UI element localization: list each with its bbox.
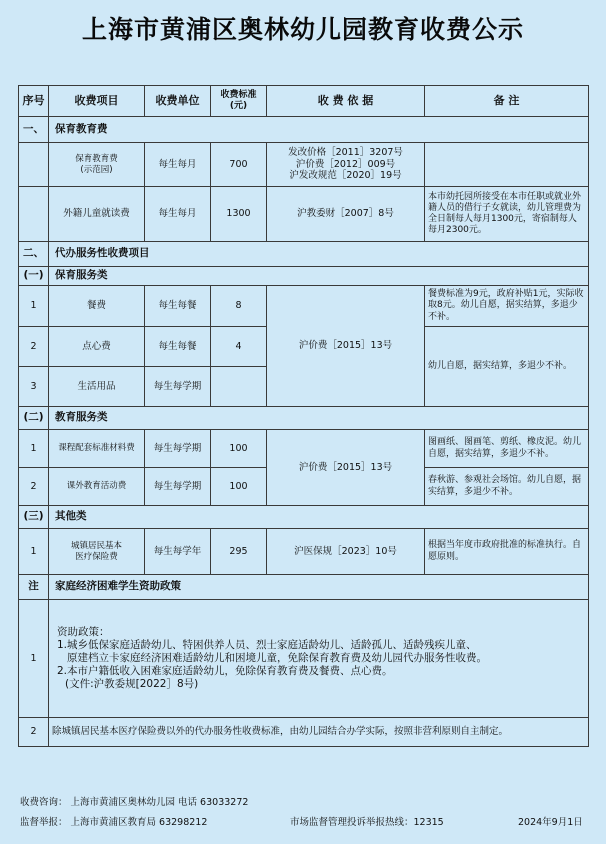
policy-text	[49, 600, 589, 718]
fee-basis: 沪价费［2015］13号	[267, 430, 425, 506]
table-row	[19, 187, 589, 242]
row-number: 2	[19, 327, 49, 367]
policy-line: 2.本市户籍低收入困难家庭适龄幼儿，免除保育教育费及餐费、点心费。	[57, 665, 393, 678]
footer-hotline: 市场监督管理投诉举报热线：12315	[290, 817, 444, 828]
section-row	[19, 242, 589, 267]
fee-unit: 每生每学期	[145, 430, 211, 468]
fee-unit: 每生每餐	[145, 327, 211, 367]
row-number: 1	[19, 529, 49, 575]
fee-remark: 本市幼托园所接受在本市任职或就业外籍人员的借行子女就读，幼儿管理费为全日制每人每月1300元，寄宿制每人每月2300元。	[425, 187, 589, 242]
fee-item: 餐费	[49, 286, 145, 327]
fee-unit: 每生每月	[145, 187, 211, 242]
header-standard: 收费标准(元)	[211, 86, 267, 117]
subsection-label: 教育服务类	[49, 407, 589, 430]
section-label: 家庭经济困难学生资助政策	[49, 575, 589, 600]
fee-remark	[425, 143, 589, 187]
fee-item-line1: 保育教育费	[75, 153, 118, 164]
table-header-row	[19, 86, 589, 117]
header-unit: 收费单位	[145, 86, 211, 117]
row-number: 3	[19, 367, 49, 407]
fee-standard: 100	[211, 430, 267, 468]
subsection-row	[19, 407, 589, 430]
section-number: 二、	[19, 242, 49, 267]
fee-item: 课外教育活动费	[49, 468, 145, 506]
fee-standard: 700	[211, 143, 267, 187]
row-number: 1	[19, 286, 49, 327]
fee-remark: 餐费标准为9元，政府补贴1元，实际收取8元。幼儿自愿，据实结算，多退少不补。	[425, 286, 589, 327]
header-basis: 收 费 依 据	[267, 86, 425, 117]
fee-unit: 每生每餐	[145, 286, 211, 327]
fee-basis-line1: 发改价格［2011］3207号	[288, 146, 403, 158]
subsection-label: 其他类	[49, 506, 589, 529]
section-row	[19, 117, 589, 143]
fee-basis: 沪价费［2015］13号	[267, 286, 425, 407]
fee-unit: 每生每月	[145, 143, 211, 187]
fee-basis: 沪教委财［2007］8号	[267, 187, 425, 242]
section-row	[19, 575, 589, 600]
fee-item: 课程配套标准材料费	[49, 430, 145, 468]
policy-text: 除城镇居民基本医疗保险费以外的代办服务性收费标准，由幼儿园结合办学实际，按照非营利原则自主制定。	[49, 718, 589, 747]
row-number: 2	[19, 468, 49, 506]
fee-item	[49, 143, 145, 187]
table-row	[19, 718, 589, 747]
page-title: 上海市黄浦区奥林幼儿园教育收费公示	[81, 15, 524, 44]
subsection-row	[19, 267, 589, 286]
footer-supervise: 监督举报： 上海市黄浦区教育局 63298212	[20, 817, 208, 828]
fee-item: 点心费	[49, 327, 145, 367]
fee-basis-line3: 沪发改规范［2020］19号	[289, 170, 402, 182]
fee-remark: 根据当年度市政府批准的标准执行。自愿原则。	[425, 529, 589, 575]
footer-consult: 收费咨询： 上海市黄浦区奥林幼儿园 电话 63033272	[20, 797, 249, 808]
policy-line: (文件:沪教委规[2022］8号)	[65, 678, 199, 691]
fee-basis: 沪医保规［2023］10号	[267, 529, 425, 575]
subsection-row	[19, 506, 589, 529]
fee-standard: 1300	[211, 187, 267, 242]
fee-table	[18, 85, 589, 747]
fee-item-line1: 城镇居民基本	[70, 540, 122, 551]
table-row	[19, 529, 589, 575]
table-row	[19, 430, 589, 468]
table-row	[19, 600, 589, 718]
section-label: 代办服务性收费项目	[49, 242, 589, 267]
section-number: 一、	[19, 117, 49, 143]
subsection-number: (三)	[19, 506, 49, 529]
fee-item	[49, 529, 145, 575]
fee-item: 外籍儿童就读费	[49, 187, 145, 242]
subsection-label: 保育服务类	[49, 267, 589, 286]
fee-remark: 图画纸、图画笔、剪纸、橡皮泥。幼儿自愿，据实结算，多退少不补。	[425, 430, 589, 468]
fee-standard: 8	[211, 286, 267, 327]
row-number	[19, 143, 49, 187]
policy-line: 1.城乡低保家庭适龄幼儿、特困供养人员、烈士家庭适龄幼儿、适龄孤儿、适龄残疾儿童、	[57, 638, 477, 651]
fee-item-line2: 医疗保险费	[75, 551, 118, 562]
policy-line: 原建档立卡家庭经济困难适龄幼儿和困境儿童，免除保育教育费及幼儿园代办服务性收费。	[67, 651, 487, 664]
section-number: 注	[19, 575, 49, 600]
header-remark: 备 注	[425, 86, 589, 117]
fee-unit: 每生每学期	[145, 367, 211, 407]
policy-line: 资助政策：	[57, 625, 110, 638]
fee-standard: 295	[211, 529, 267, 575]
fee-standard: 100	[211, 468, 267, 506]
fee-remark: 幼儿自愿，据实结算，多退少不补。	[425, 327, 589, 407]
fee-standard: 4	[211, 327, 267, 367]
table-row	[19, 143, 589, 187]
subsection-number: (二)	[19, 407, 49, 430]
fee-standard	[211, 367, 267, 407]
footer-date: 2024年9月1日	[518, 817, 583, 828]
fee-basis	[267, 143, 425, 187]
header-item: 收费项目	[49, 86, 145, 117]
subsection-number: (一)	[19, 267, 49, 286]
fee-item-line2: (示范园)	[80, 164, 113, 175]
row-number: 2	[19, 718, 49, 747]
fee-basis-line2: 沪价费［2012］009号	[295, 158, 396, 170]
table-row	[19, 286, 589, 327]
fee-unit: 每生每学期	[145, 468, 211, 506]
fee-item: 生活用品	[49, 367, 145, 407]
row-number	[19, 187, 49, 242]
row-number: 1	[19, 430, 49, 468]
section-label: 保育教育费	[49, 117, 589, 143]
row-number: 1	[19, 600, 49, 718]
fee-unit: 每生每学年	[145, 529, 211, 575]
fee-remark: 春秋游、参观社会场馆。幼儿自愿，据实结算，多退少不补。	[425, 468, 589, 506]
header-no: 序号	[19, 86, 49, 117]
